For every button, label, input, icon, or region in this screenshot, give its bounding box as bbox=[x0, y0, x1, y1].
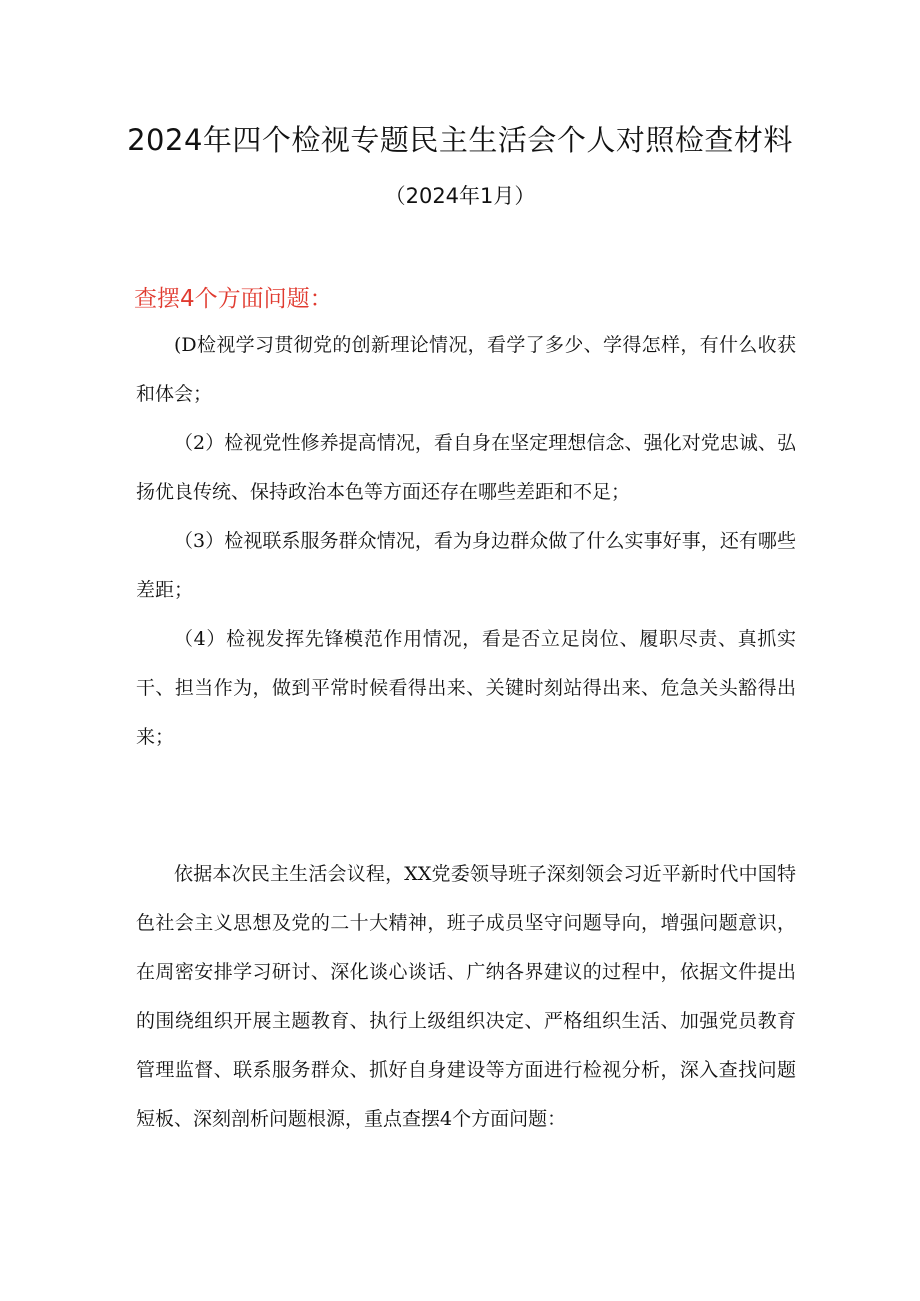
review-item-4: （4）检视发挥先锋模范作用情况，看是否立足岗位、履职尽责、真抓实干、担当作为，做到平常时候看得出来、关键时刻站得出来、危急关头豁得出来； bbox=[136, 628, 796, 748]
review-item-3: （3）检视联系服务群众情况，看为身边群众做了什么实事好事，还有哪些差距； bbox=[136, 530, 796, 601]
document-title: 2024年四个检视专题民主生活会个人对照检查材料 bbox=[127, 123, 793, 157]
document-date: （2024年1月） bbox=[384, 184, 536, 208]
review-item-2: （2）检视党性修养提高情况，看自身在坚定理想信念、强化对党忠诚、弘扬优良传统、保持政治本色等方面还存在哪些差距和不足； bbox=[136, 432, 796, 503]
section-heading: 查摆4个方面问题： bbox=[134, 286, 333, 312]
review-item-1: (D检视学习贯彻党的创新理论情况，看学了多少、学得怎样，有什么收获和体会； bbox=[136, 334, 796, 405]
body-paragraph: 依据本次民主生活会议程，XX党委领导班子深刻领会习近平新时代中国特色社会主义思想及党的二十大精神，班子成员坚守问题导向，增强问题意识，在周密安排学习研讨、深化谈心谈话、广纳各界建议的过程中，依据文件提出的围绕组织开展主题教育、执行上级组织决定、严格组织生活、加强党员教育管理监督、联系服务群众、抓好自身建设等方面进行检视分析，深入查找问题短板、深刻剖析问题根源，重点查摆4个方面问题： bbox=[136, 863, 796, 1130]
